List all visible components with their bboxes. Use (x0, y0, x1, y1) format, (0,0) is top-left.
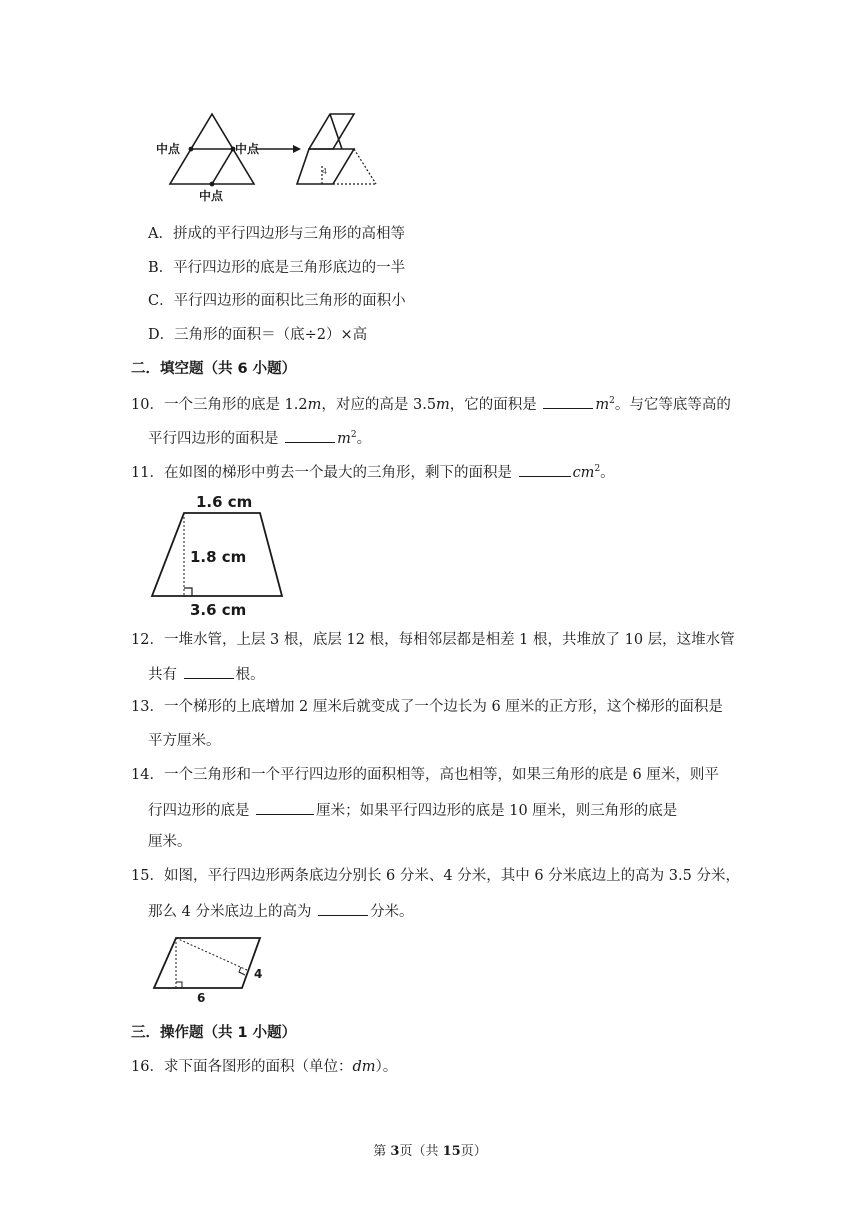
option-c-text: 平行四边形的面积比三角形的面积小 (173, 293, 406, 309)
trapezoid-top-label: 1.6 cm (196, 493, 253, 511)
q11-sup: 2 (594, 464, 601, 475)
q14-text-4: 厘米。 (148, 834, 192, 850)
q10-sup-2: 2 (350, 430, 357, 441)
question-10-number: 10． (131, 397, 164, 413)
footer-total-pages: 15 (442, 1144, 461, 1159)
midpoint-label-right: 中点 (235, 142, 260, 156)
q12-text-2: 共有 (148, 667, 182, 683)
question-14-line-3 (148, 832, 192, 852)
q16-end: ）。 (375, 1059, 398, 1075)
question-12-line-1 (131, 630, 735, 650)
triangle-to-parallelogram-figure (152, 108, 392, 204)
question-15-line-1 (131, 866, 740, 886)
q13-text-1: 一个梯形的上底增加 2 厘米后就变成了一个边长为 6 厘米的正方形，这个梯形的面积是 (163, 699, 723, 715)
question-14-number: 14． (131, 767, 164, 783)
q15-text-1: 如图，平行四边形两条底边分别长 6 分米、4 分米，其中 6 分米底边上的高为 3.5 分米， (163, 868, 740, 884)
option-d (148, 325, 367, 345)
answer-blank-12[interactable] (184, 663, 234, 679)
q10-unit-m-1: m (307, 397, 322, 413)
q10-end: 。 (356, 431, 372, 447)
q10-text-2: ，对应的高是 3.5 (321, 397, 437, 413)
question-13-line-1 (131, 697, 723, 717)
option-b (148, 258, 405, 278)
option-a-text: 拼成的平行四边形与三角形的高相等 (172, 226, 405, 242)
q10-text-4: 。与它等底等高的 (614, 397, 731, 413)
q10-unit-3: m (595, 397, 610, 413)
footer-middle: 页（共 (399, 1144, 443, 1159)
footer-prefix: 第 (373, 1144, 391, 1159)
footer-suffix: 页） (460, 1144, 487, 1159)
q16-unit: dm (352, 1059, 376, 1075)
midpoint-label-left: 中点 (156, 142, 181, 156)
question-12-line-2 (148, 663, 265, 685)
question-12-number: 12． (131, 632, 164, 648)
question-13-number: 13． (131, 699, 164, 715)
option-b-text: 平行四边形的底是三角形底边的一半 (173, 260, 406, 276)
option-a-letter: A． (148, 226, 173, 242)
question-13-line-2 (148, 731, 221, 751)
trapezoid-figure (148, 488, 288, 620)
option-d-letter: D． (148, 327, 175, 343)
question-16-number: 16． (131, 1059, 164, 1075)
parallelogram-side-label: 4 (254, 967, 263, 981)
q10-text-5: 平行四边形的面积是 (148, 431, 284, 447)
answer-blank-14[interactable] (256, 799, 314, 815)
q13-text-2: 平方厘米。 (148, 733, 221, 749)
q14-text-1: 一个三角形和一个平行四边形的面积相等，高也相等，如果三角形的底是 6 厘米，则平 (163, 767, 719, 783)
parallelogram-figure (150, 932, 270, 1004)
q14-text-3: 厘米；如果平行四边形的底是 10 厘米，则三角形的底是 (316, 803, 678, 819)
option-c (148, 291, 406, 311)
figure-inner-label: 4 (322, 167, 328, 176)
question-10-line-1 (131, 393, 731, 415)
q16-text: 求下面各图形的面积（单位： (163, 1059, 353, 1075)
question-11-number: 11． (131, 465, 164, 481)
q10-unit-m-2: m (436, 397, 450, 413)
q10-text-3: ，它的面积是 (449, 397, 542, 413)
option-d-text: 三角形的面积＝（底÷2）×高 (174, 327, 368, 343)
q11-unit: cm (572, 465, 595, 481)
q12-text-3: 根。 (235, 667, 265, 683)
question-14-line-1 (131, 765, 719, 785)
question-16-line-1 (131, 1057, 397, 1077)
answer-blank-10b[interactable] (285, 427, 335, 443)
q15-text-2: 那么 4 分米底边上的高为 (148, 904, 317, 920)
trapezoid-bottom-label: 3.6 cm (190, 601, 247, 619)
q10-unit-4: m (337, 431, 351, 447)
option-b-letter: B． (148, 260, 174, 276)
option-c-letter: C． (148, 293, 174, 309)
answer-blank-10a[interactable] (543, 393, 593, 409)
question-10-line-2 (148, 427, 371, 449)
option-a (148, 224, 405, 244)
answer-blank-15[interactable] (318, 900, 368, 916)
page-footer (0, 1140, 860, 1159)
q12-text-1: 一堆水管，上层 3 根，底层 12 根，每相邻层都是相差 1 根，共堆放了 10 层，这堆水管 (163, 632, 735, 648)
q15-text-3: 分米。 (370, 904, 414, 920)
q11-text: 在如图的梯形中剪去一个最大的三角形，剩下的面积是 (163, 465, 517, 481)
q10-sup-1: 2 (609, 396, 615, 407)
parallelogram-base-label: 6 (197, 991, 206, 1004)
question-11-line-1 (131, 461, 615, 483)
footer-page-number: 3 (390, 1144, 400, 1159)
question-15-number: 15． (131, 868, 164, 884)
midpoint-label-bottom: 中点 (199, 189, 224, 203)
q10-text-1: 一个三角形的底是 1.2 (163, 397, 308, 413)
q11-end: 。 (600, 465, 615, 481)
trapezoid-height-label: 1.8 cm (190, 548, 247, 566)
section-3-title: 三．操作题（共 1 小题） (131, 1025, 297, 1041)
q14-text-2: 行四边形的底是 (148, 803, 255, 819)
answer-blank-11[interactable] (519, 461, 571, 477)
question-15-line-2 (148, 900, 414, 922)
question-14-line-2 (148, 799, 677, 821)
section-2-title: 二．填空题（共 6 小题） (131, 361, 297, 377)
